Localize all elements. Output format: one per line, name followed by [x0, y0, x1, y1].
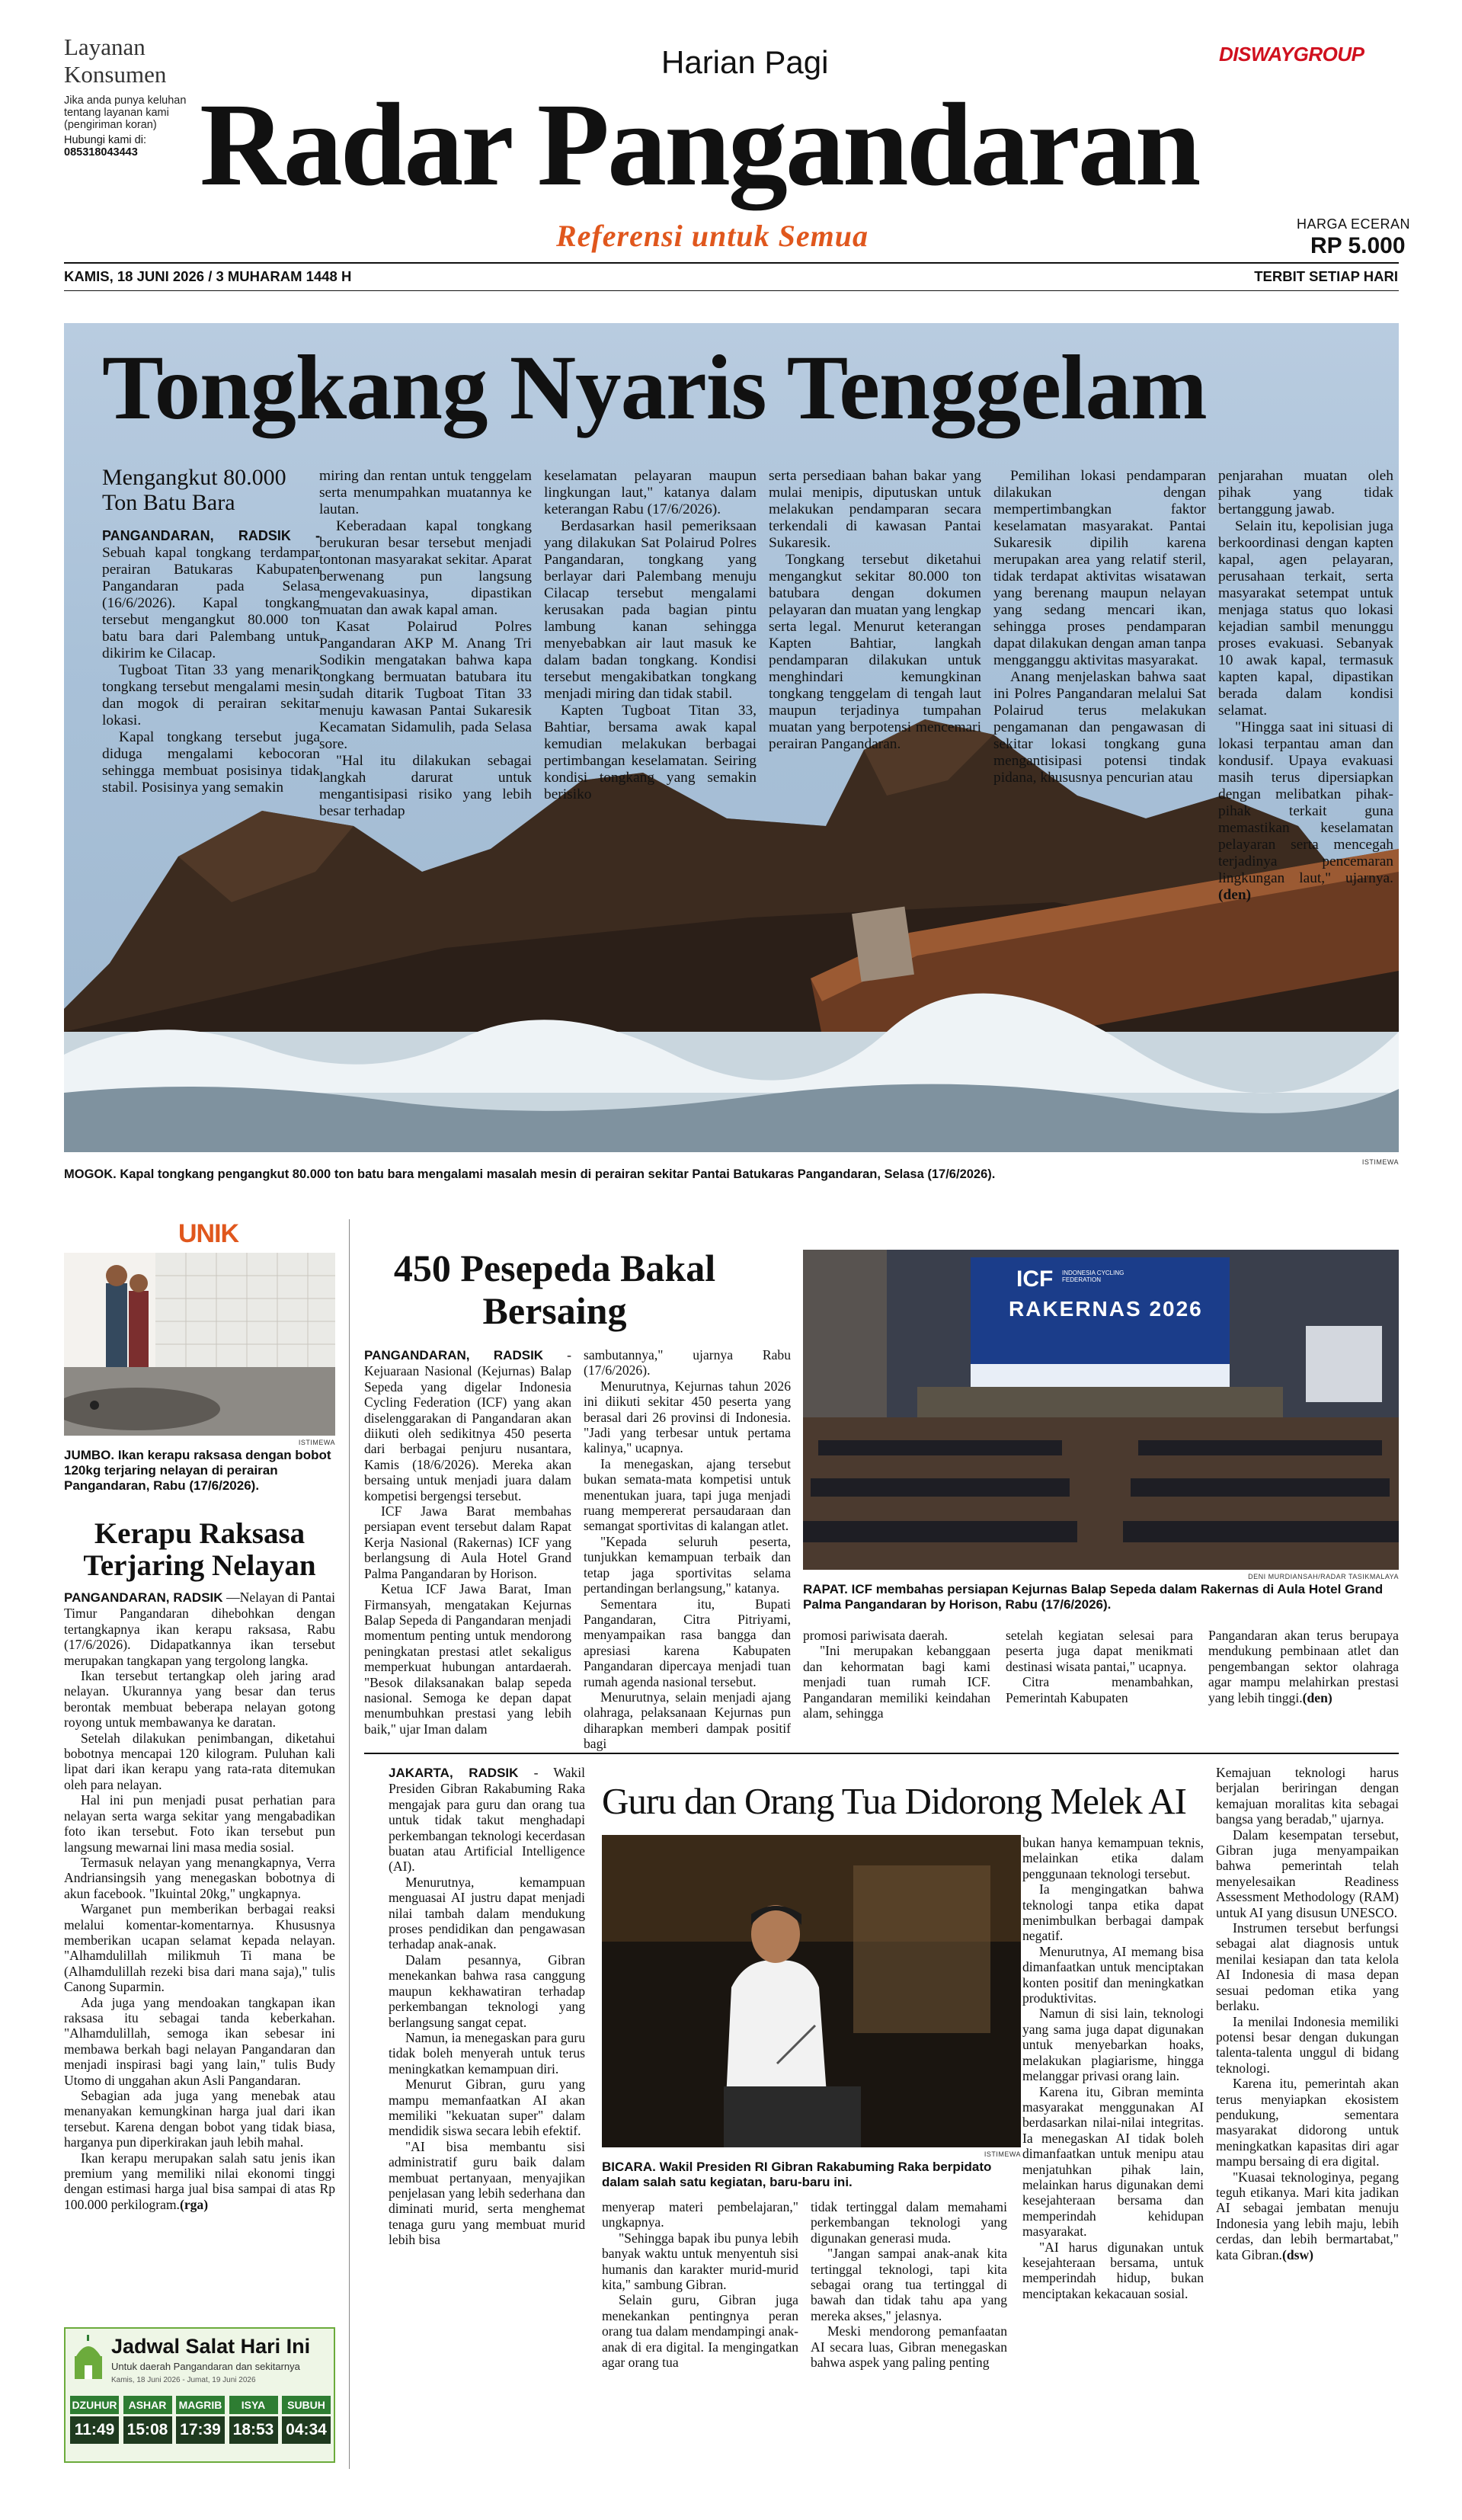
- ai-col-4-p5: Karena itu, Gibran meminta masyarakat menggunakan AI berdasarkan nilai-nilai integritas. Ia menegaskan AI tidak boleh dimanfaatkan untuk menipu atau menjatuhkan pihak lain, melainkan harus digunakan demi kesejahteraan bersama dan memperindah kehidupan masyarakat.: [1022, 2083, 1204, 2240]
- prayer-name: ASHAR: [123, 2396, 172, 2414]
- ai-photo: [602, 1835, 1021, 2147]
- lead-col-3-p1: keselamatan pelayaran maupun lingkungan laut," katanya dalam keterangan Rabu (17/6/2026).: [544, 468, 757, 517]
- ai-headline: Guru dan Orang Tua Didorong Melek AI: [602, 1780, 1186, 1822]
- lead-col-4: [769, 468, 981, 753]
- banner-logo: ICF: [1016, 1266, 1054, 1292]
- cycling-col-3-p2: "Ini merupakan kebanggaan dan kehormatan bagi kami menjadi tuan rumah ICF. Pangandaran memiliki keindahan alam, sehingga: [803, 1643, 990, 1721]
- cycling-col-5-p1-text: Pangandaran akan terus berupaya mendukung pembinaan atlet dan pengembangan sektor olahraga agar mampu melahirkan prestasi yang lebih tinggi.: [1208, 1628, 1399, 1705]
- masthead: [0, 0, 1462, 320]
- prayer-box: [64, 2327, 335, 2463]
- lead-subhead: [102, 465, 293, 515]
- cycling-caption: [803, 1582, 1399, 1612]
- ai-caption: [602, 2160, 1021, 2190]
- ai-col-3-p1: tidak tertinggal dalam memahami perkembangan teknologi yang digunakan generasi muda.: [811, 2199, 1007, 2246]
- ai-col-2-p1: menyerap materi pembelajaran," ungkapnya.: [602, 2199, 798, 2230]
- prayer-name: SUBUH: [282, 2396, 331, 2414]
- ai-col-3: [811, 2199, 1007, 2370]
- unik-p9: [64, 2150, 335, 2213]
- unik-section: [64, 1219, 335, 2469]
- cycling-caption-label: RAPAT.: [803, 1582, 848, 1596]
- cycling-col-4-p2: Citra menambahkan, Pemerintah Kabupaten: [1006, 1674, 1193, 1705]
- cycling-caption-text: ICF membahas persiapan Kejurnas Balap Sepeda dalam Rakernas di Aula Hotel Grand Palma Pangandaran by Horison, Rabu (17/6/2026).: [803, 1582, 1384, 1612]
- prayer-slot-ashar: [123, 2396, 172, 2444]
- cycling-col-2-p3: Ia menegaskan, ajang tersebut bukan semata-mata kompetisi untuk menentukan juara, tapi juga menjadi ruang mempererat persaudaraan dan semangat sportivitas di kalangan atlet.: [584, 1455, 791, 1534]
- ai-col-1-p1-text: - Wakil Presiden Gibran Rakabuming Raka mengajak para guru dan orang tua untuk tidak takut menghadapi perkembangan teknologi kecerdasan buatan atau Artificial Intelligence (AI).: [389, 1765, 586, 1875]
- lead-col-1-p2: Tugboat Titan 33 yang menarik tongkang tersebut mengalami mesin dan mogok di perairan sekitar lokasi.: [102, 662, 320, 728]
- ai-col-1-p5: Menurut Gibran, guru yang mampu memanfaatkan AI akan memiliki "kekuatan super" dalam mendidik siswa secara lebih efektif.: [389, 2077, 585, 2139]
- cycling-col-1-p3: Ketua ICF Jawa Barat, Iman Firmansyah, mengatakan Kejurnas Balap Sepeda di Pangandaran menjadi momentum penting untuk mendorong peningkatan prestasi atlet sekaligus memperkuat hubungan antardaerah. "Besok dilaksanakan balap sepeda nasional. Semoga ke depan dapat menumbuhkan prestasi yang lebih baik," ujar Iman dalam: [364, 1581, 571, 1737]
- ai-col-1: [389, 1765, 585, 2248]
- unik-p1: [64, 1590, 335, 1668]
- ai-col-5-p3: Instrumen tersebut berfungsi sebagai alat diagnosis untuk menilai kesiapan dan tata kelola AI Indonesia di masa depan sesuai pedoman etika yang berlaku.: [1216, 1920, 1399, 2014]
- unik-photo: [64, 1253, 335, 1436]
- customer-service-text: Jika anda punya keluhan tentang layanan kami (pengiriman koran): [64, 94, 187, 131]
- unik-p7: Ada juga yang mendoakan tangkapan ikan raksasa itu sebagai tanda keberkahan. "Alhamdulillah, semoga ikan sebesar ini membawa berkah bagi nelayan Pangandaran dan menjadi inspirasi bagi yang lain," tulis Budy Utomo di unggahan akun Asli Pangandaran.: [64, 1994, 335, 2088]
- lead-col-4-p1: serta persediaan bahan bakar yang mulai menipis, diputuskan untuk melakukan pendamparan secara terkendali di kawasan Pantai Sukaresik.: [769, 468, 981, 551]
- masthead-rule-top: [64, 262, 1399, 264]
- ai-col-4-p2: Ia mengingatkan bahwa teknologi tanpa etika dapat menimbulkan berbagai dampak negatif.: [1022, 1881, 1204, 1944]
- lead-col-2: [319, 468, 532, 820]
- prayer-slot-subuh: [282, 2396, 331, 2444]
- lead-col-2-p2: Keberadaan kapal tongkang berukuran besar tersebut menjadi tontonan masyarakat sekitar. Aparat berwenang pun langsung mengevakuasinya, dipastikan muatan dan awak kapal aman.: [319, 518, 532, 618]
- lead-col-3-p3: Kapten Tugboat Titan 33, Bahtiar, bersama awak kapal kemudian melakukan berbagai pertimbangan keselamatan. Seiring kondisi tongkang yang semakin berisiko: [544, 703, 757, 802]
- lead-col-4-p2: Tongkang tersebut diketahui mengangkut sekitar 80.000 ton batubara dengan dokumen pelayaran dan muatan yang lengkap serta legal. Menurut keterangan Kapten Bahtiar, langkah pendamparan dilakukan untuk menghindari kemungkinan tongkang tenggelam di tengah laut maupun terjadinya tumpahan muatan yang berpotensi mencemari perairan Pangandaran.: [769, 552, 981, 752]
- cycling-col-1: [364, 1347, 571, 1737]
- cycling-col-1-p1-text: - Kejuaraan Nasional (Kejurnas) Balap Sepeda yang digelar Indonesia Cycling Federation (ICF) yang akan diselenggarakan di Pangandaran akan diikuti oleh sedikitnya 450 peserta dari berbagai penjuru nusantara, Kamis (18/6/2026). Mereka akan bersaing untuk menjadi juara dalam kompetisi bergengsi tersebut.: [364, 1347, 571, 1503]
- customer-service-box: [64, 34, 194, 159]
- ai-col-3-p2: "Jangan sampai anak-anak kita tertinggal teknologi, tapi kita sebagai orang tua tertinggal di bawah dan tidak tahu apa yang mereka akses," jelasnya.: [811, 2246, 1007, 2323]
- ai-col-5-p6: [1216, 2169, 1399, 2262]
- ai-col-5-p2: Dalam kesempatan tersebut, Gibran juga menyampaikan bahwa pemerintah telah menyelesaikan Readiness Assessment Methodology (RAM) untuk AI yang disusun UNESCO.: [1216, 1827, 1399, 1920]
- unik-sign: (rga): [179, 2196, 209, 2212]
- lead-sign: (den): [1218, 887, 1252, 903]
- ai-col-1-p2: Menurutnya, kemampuan menguasai AI justru dapat menjadi nilai tambah dalam mendukung proses pendidikan dan pengawasan terhadap anak-anak.: [389, 1874, 585, 1952]
- ai-col-4-p4: Namun di sisi lain, teknologi yang sama juga dapat digunakan untuk menyebarkan hoaks, melakukan plagiarisme, hingga melanggar privasi orang lain.: [1022, 2006, 1204, 2084]
- cycling-section: [364, 1219, 1399, 1752]
- masthead-title: Radar Pangandaran: [200, 78, 1199, 210]
- lead-col-2-p1: miring dan rentan untuk tenggelam serta menumpahkan muatannya ke lautan.: [319, 468, 532, 517]
- prayer-time: 18:53: [229, 2416, 278, 2444]
- lead-caption-text: Kapal tongkang pengangkut 80.000 ton batu bara mengalami masalah mesin di perairan sekitar Pantai Batukaras Pangandaran, Selasa (17/6/2026).: [120, 1167, 996, 1181]
- cycling-headline: 450 Pesepeda Bakal Bersaing: [393, 1247, 716, 1332]
- lead-col-1-p1: [102, 527, 320, 662]
- cycling-col-2-p2: Menurutnya, Kejurnas tahun 2026 ini diikuti sekitar 450 peserta yang berasal dari 26 provinsi di Indonesia. "Jadi yang terbesar untuk pertama kalinya," ucapnya.: [584, 1378, 791, 1456]
- lead-col-5-p1: Pemilihan lokasi pendamparan dilakukan dengan mempertimbangkan faktor keselamatan masyarakat. Pantai Sukaresik dipilih karena merupakan area yang relatif steril, tidak terdapat aktivitas wisatawan yang berenang maupun nelayan yang sedang mencari ikan, sehingga proses pendamparan dapat dilakukan dengan aman tanpa mengganggu aktivitas masyarakat.: [993, 468, 1206, 668]
- publication-frequency: TERBIT SETIAP HARI: [1254, 268, 1398, 284]
- lead-col-3: [544, 468, 757, 803]
- prayer-subtitle: Untuk daerah Pangandaran dan sekitarnya: [111, 2361, 300, 2372]
- lead-dateline: PANGANDARAN, RADSIK -: [102, 528, 320, 543]
- cycling-dateline: PANGANDARAN, RADSIK: [364, 1348, 544, 1362]
- price-label: HARGA ECERAN: [1297, 216, 1411, 232]
- ai-dateline: JAKARTA, RADSIK: [389, 1766, 519, 1780]
- lead-caption: [64, 1166, 1399, 1183]
- column-separator: [349, 1219, 350, 2469]
- unik-p3: Setelah dilakukan penimbangan, diketahui bobotnya mencapai 120 kilogram. Puluhan kali lipat dari ikan kerapu yang rata-rata ditemukan oleh para nelayan.: [64, 1730, 335, 1792]
- section-separator: [364, 1753, 1399, 1754]
- cycling-col-2-p5: Sementara itu, Bupati Pangandaran, Citra Pitriyami, menyampaikan rasa bangga dan apresiasi karena Kabupaten Pangandaran dipercaya menjadi tuan rumah agenda nasional tersebut.: [584, 1596, 791, 1689]
- prayer-time: 17:39: [176, 2416, 225, 2444]
- lead-col-2-p4: "Hal itu dilakukan sebagai langkah darurat untuk mengantisipasi risiko yang lebih besar terhadap: [319, 753, 532, 819]
- ai-col-3-p3: Meski mendorong pemanfaatan AI secara luas, Gibran menegaskan bahwa aspek yang paling penting: [811, 2323, 1007, 2371]
- masthead-rule-bottom: [64, 290, 1399, 291]
- cycling-photo: [803, 1250, 1399, 1570]
- cycling-col-2-p1: sambutannya," ujarnya Rabu (17/6/2026).: [584, 1347, 791, 1378]
- issue-date: KAMIS, 18 JUNI 2026 / 3 MUHARAM 1448 H: [64, 268, 352, 284]
- prayer-title: Jadwal Salat Hari Ini: [111, 2335, 311, 2358]
- prayer-name: DZUHUR: [70, 2396, 119, 2414]
- lead-subhead-text: Mengangkut 80.000 Ton Batu Bara: [102, 465, 286, 515]
- prayer-slot-isya: [229, 2396, 278, 2444]
- cycling-col-3: [803, 1628, 990, 1721]
- lead-col-6: [1218, 468, 1393, 904]
- masthead-tagline: Referensi untuk Semua: [556, 219, 869, 253]
- prayer-times: [70, 2396, 331, 2444]
- ai-col-2: [602, 2199, 798, 2370]
- grouper-fish-illustration: [64, 1253, 335, 1436]
- cycling-col-3-p1: promosi pariwisata daerah.: [803, 1628, 949, 1643]
- prayer-name: MAGRIB: [176, 2396, 225, 2414]
- ai-col-1-p1: [389, 1765, 585, 1875]
- unik-p5: Termasuk nelayan yang menangkapnya, Verra Andriansingsih yang menegaskan bobotnya di akun facebook. "Ikuintal 20kg," ungkapnya.: [64, 1854, 335, 1901]
- cycling-col-1-p2: ICF Jawa Barat membahas persiapan event tersebut dalam Rapat Kerja Nasional (Rakernas) ICF yang berlangsung di Aula Hotel Grand Palma Pangandaran by Horison.: [364, 1503, 571, 1581]
- ai-col-5: [1216, 1765, 1399, 2262]
- ai-caption-text: Wakil Presiden RI Gibran Rakabuming Raka berpidato dalam salah satu kegiatan, baru-baru ini.: [602, 2160, 992, 2189]
- unik-p2: Ikan tersebut tertangkap oleh jaring arad nelayan. Ukurannya yang besar dan terus berontak membuat beberapa nelayan gotong royong untuk membawanya ke daratan.: [64, 1668, 335, 1731]
- ai-col-4: [1022, 1835, 1204, 2301]
- ai-col-2-p2: "Sehingga bapak ibu punya lebih banyak waktu untuk menyentuh sisi humanis dan karakter murid-murid kita," sambung Gibran.: [602, 2230, 798, 2293]
- ai-col-5-p6-text: "Kuasai teknologinya, pegang teguh etikanya. Mari kita jadikan AI sebagai jembatan menuju Indonesia yang lebih maju, lebih cerdas, dan lebih bermartabat," kata Gibran.: [1216, 2169, 1399, 2262]
- customer-service-title: Layanan Konsumen: [64, 34, 167, 88]
- prayer-time: 15:08: [123, 2416, 172, 2444]
- ai-col-4-p3: Menurutnya, AI memang bisa dimanfaatkan untuk menciptakan konten positif dan meningkatkan produktivitas.: [1022, 1943, 1204, 2006]
- cycling-col-2-p4: "Kepada seluruh peserta, tunjukkan kemampuan terbaik dan tetap jaga sportivitas selama pertandingan berlangsung," katanya.: [584, 1533, 791, 1596]
- prayer-time: 11:49: [70, 2416, 119, 2444]
- lead-col-1: [102, 527, 320, 796]
- lead-photo: [64, 323, 1399, 1152]
- unik-caption-text: Ikan kerapu raksasa dengan bobot 120kg terjaring nelayan di perairan Pangandaran, Rabu (17/6/2026).: [64, 1448, 331, 1493]
- prayer-time: 04:34: [282, 2416, 331, 2444]
- lead-col-1-p1-text: Sebuah kapal tongkang terdampar perairan Batukaras Kabupaten Pangandaran pada Selasa (16/6/2026). Kapal tongkang tersebut mengangkut 80.000 ton batu bara dari Palembang untuk dikirim ke Cilacap.: [102, 545, 320, 661]
- unik-body: [64, 1590, 335, 2212]
- unik-dateline: PANGANDARAN, RADSIK: [64, 1590, 223, 1605]
- lead-col-6-p1: penjarahan muatan oleh pihak yang tidak bertanggung jawab.: [1218, 468, 1393, 517]
- cycling-sign: (den): [1302, 1689, 1332, 1705]
- prayer-date-note: Kamis, 18 Juni 2026 - Jumat, 19 Juni 2026: [111, 2376, 256, 2384]
- cycling-photo-credit: DENI MURDIANSAH/RADAR TASIKMALAYA: [1248, 1573, 1399, 1580]
- ai-col-5-p5: Karena itu, pemerintah akan terus menyiapkan ekosistem pendukung, sementara masyarakat didorong untuk meningkatkan kapasitas diri agar mampu bersaing di era digital.: [1216, 2076, 1399, 2169]
- price: RP 5.000: [1310, 233, 1406, 258]
- lead-col-5: [993, 468, 1206, 786]
- ai-sign: (dsw): [1281, 2246, 1314, 2262]
- ai-col-1-p6: "AI bisa membantu sisi administratif guru baik dalam membuat pertanyaan, menyajikan penjelasan yang lebih sederhana dan diminati murid, serta menghemat tenaga guru yang membuat murid lebih bisa: [389, 2138, 585, 2248]
- prayer-slot-dzuhur: [70, 2396, 119, 2444]
- cycling-col-5-p1: [1208, 1628, 1399, 1705]
- unik-photo-credit: ISTIMEWA: [298, 1439, 335, 1446]
- ai-section: [364, 1765, 1399, 2466]
- lead-headline: Tongkang Nyaris Tenggelam: [102, 337, 1207, 439]
- lead-photo-credit: ISTIMEWA: [1361, 1158, 1399, 1166]
- banner-title: RAKERNAS 2026: [1009, 1297, 1203, 1321]
- unik-p4: Hal ini pun menjadi pusat perhatian para nelayan serta warga sekitar yang mengabadikan foto ikan tersebut. Foto ikan tersebut pun langsung mewarnai lini masa media sosial.: [64, 1792, 335, 1855]
- group-logo-text: DISWAYGROUP: [1219, 43, 1364, 66]
- unik-p1-text: —Nelayan di Pantai Timur Pangandaran dihebohkan dengan tertangkapnya ikan kerapu raksasa, Rabu (17/6/2026). Didapatkannya ikan tersebut merupakan tangkapan yang tergolong langka.: [64, 1590, 335, 1668]
- cycling-col-4-p1: setelah kegiatan selesai para peserta juga dapat menikmati destinasi wisata pantai," ucapnya.: [1006, 1628, 1193, 1674]
- mosque-icon: [72, 2335, 105, 2381]
- unik-caption-label: JUMBO.: [64, 1448, 115, 1462]
- lead-col-6-p2: Selain itu, kepolisian juga berkoordinasi dengan kapten kapal, agen pelayaran, perusahaan terkait, serta masyarakat setempat untuk menjaga status quo lokasi kejadian sambil menunggu proses evakuasi. Sebanyak 10 awak kapal, termasuk kapten kapal, dipastikan berada dalam kondisi selamat.: [1218, 518, 1393, 719]
- contact-number: 085318043443: [64, 146, 138, 159]
- lead-col-1-p3: Kapal tongkang tersebut juga diduga mengalami kebocoran sehingga membuat posisinya tidak stabil. Posisinya yang semakin: [102, 729, 320, 796]
- ai-col-4-p6: "AI harus digunakan untuk kesejahteraan bersama, untuk memperindah hidup, bukan menciptakan kekacauan sosial.: [1022, 2239, 1204, 2301]
- ai-photo-credit: ISTIMEWA: [984, 2150, 1021, 2158]
- ai-col-5-p4: Ia menilai Indonesia memiliki potensi besar dengan dukungan talenta-talenta unggul di bidang teknologi.: [1216, 2013, 1399, 2076]
- lead-col-2-p3: Kasat Polairud Polres Pangandaran AKP M. Anang Tri Sodikin mengatakan bahwa kapa tongkang bermuatan batubara itu sudah ditarik Tugboat Titan 33 menuju kawasan Pantai Sukaresik Kecamatan Sidamulih, pada Selasa sore.: [319, 619, 532, 752]
- lead-col-5-p2: Anang menjelaskan bahwa saat ini Polres Pangandaran melalui Sat Polairud terus melakukan pengamanan dan pengawasan di sekitar lokasi tongkang guna mengantisipasi potensi tindak pidana, khususnya pencurian atau: [993, 669, 1206, 786]
- cycling-col-2-p6: Menurutnya, selain menjadi ajang olahraga, pelaksanaan Kejurnas pun diharapkan memberi dampak positif bagi: [584, 1689, 791, 1752]
- unik-p8: Sebagian ada juga yang menebak atau menanyakan kemungkinan harga jual dari ikan tersebut. Karena dengan bobot yang tidak biasa, harganya pun diperkirakan jauh lebih mahal.: [64, 2088, 335, 2150]
- group-logo: [1219, 43, 1364, 66]
- contact-label: Hubungi kami di:: [64, 134, 146, 146]
- lead-col-6-p3-text: "Hingga saat ini situasi di lokasi terpantau aman dan kondusif. Upaya evakuasi masih terus dipersiapkan dengan melibatkan pihak-pihak terkait guna memastikan keselamatan pelayaran serta mencegah terjadinya pencemaran lingkungan laut," ujarnya.: [1218, 719, 1393, 886]
- unik-headline: Kerapu Raksasa Terjaring Nelayan: [83, 1517, 316, 1582]
- ai-col-1-p4: Namun, ia menegaskan para guru tidak boleh menyerah untuk terus meningkatkan kemampuan diri.: [389, 2029, 585, 2077]
- cycling-col-4: [1006, 1628, 1193, 1705]
- prayer-slot-magrib: [176, 2396, 225, 2444]
- unik-label: UNIK: [178, 1219, 239, 1248]
- cycling-col-5: [1208, 1628, 1399, 1705]
- ai-col-2-p3: Selain guru, Gibran juga menekankan pentingnya peran orang tua dalam mendampingi anak-anak di era digital. Ia mengingatkan agar orang tua: [602, 2292, 798, 2371]
- unik-caption: [64, 1448, 335, 1494]
- ai-col-5-p1: Kemajuan teknologi harus berjalan beriringan dengan kemajuan moralitas kita sebagai bangsa yang beradab," ujarnya.: [1216, 1765, 1399, 1827]
- lead-col-6-p3: [1218, 719, 1393, 904]
- ai-col-1-p3: Dalam pesannya, Gibran menekankan bahwa rasa canggung maupun kekhawatiran terhadap perkembangan teknologi yang berlangsung sangat cepat.: [389, 1952, 585, 2030]
- banner-logo-sub: INDONESIA CYCLING FEDERATION: [1062, 1270, 1124, 1283]
- ai-caption-label: BICARA.: [602, 2160, 656, 2174]
- lead-caption-label: MOGOK.: [64, 1167, 117, 1181]
- cycling-col-1-p1: [364, 1347, 571, 1503]
- ai-col-4-p1: bukan hanya kemampuan teknis, melainkan etika dalam penggunaan teknologi tersebut.: [1022, 1835, 1204, 1881]
- masthead-prefix: Harian Pagi: [661, 44, 829, 80]
- cycling-col-2: [584, 1347, 791, 1752]
- prayer-name: ISYA: [229, 2396, 278, 2414]
- unik-p6: Warganet pun memberikan berbagai reaksi melalui komentar-komentarnya. Khususnya memberikan ucapan selamat kepada nelayan. "Alhamdulillah milikmuh Ti mana be (Alhamdulillah rezeki bisa dari mana saja)," tulis Canong Suparmin.: [64, 1901, 335, 1995]
- lead-col-3-p2: Berdasarkan hasil pemeriksaan yang dilakukan Sat Polairud Polres Pangandaran, tongkang yang berlayar dari Palembang menuju Cilacap tersebut mengalami kerusakan pada bagian pintu lambung kanan sehingga menyebabkan air laut masuk ke dalam badan tongkang. Kondisi tersebut mengakibatkan tongkang menjadi miring dan tidak stabil.: [544, 518, 757, 702]
- speaker-illustration: [602, 1835, 1021, 2147]
- unik-p9-text: Ikan kerapu merupakan salah satu jenis ikan premium yang memiliki nilai ekonomi tinggi dengan estimasi harga jual bisa sampai di atas Rp 100.000 perkilogram.: [64, 2150, 335, 2212]
